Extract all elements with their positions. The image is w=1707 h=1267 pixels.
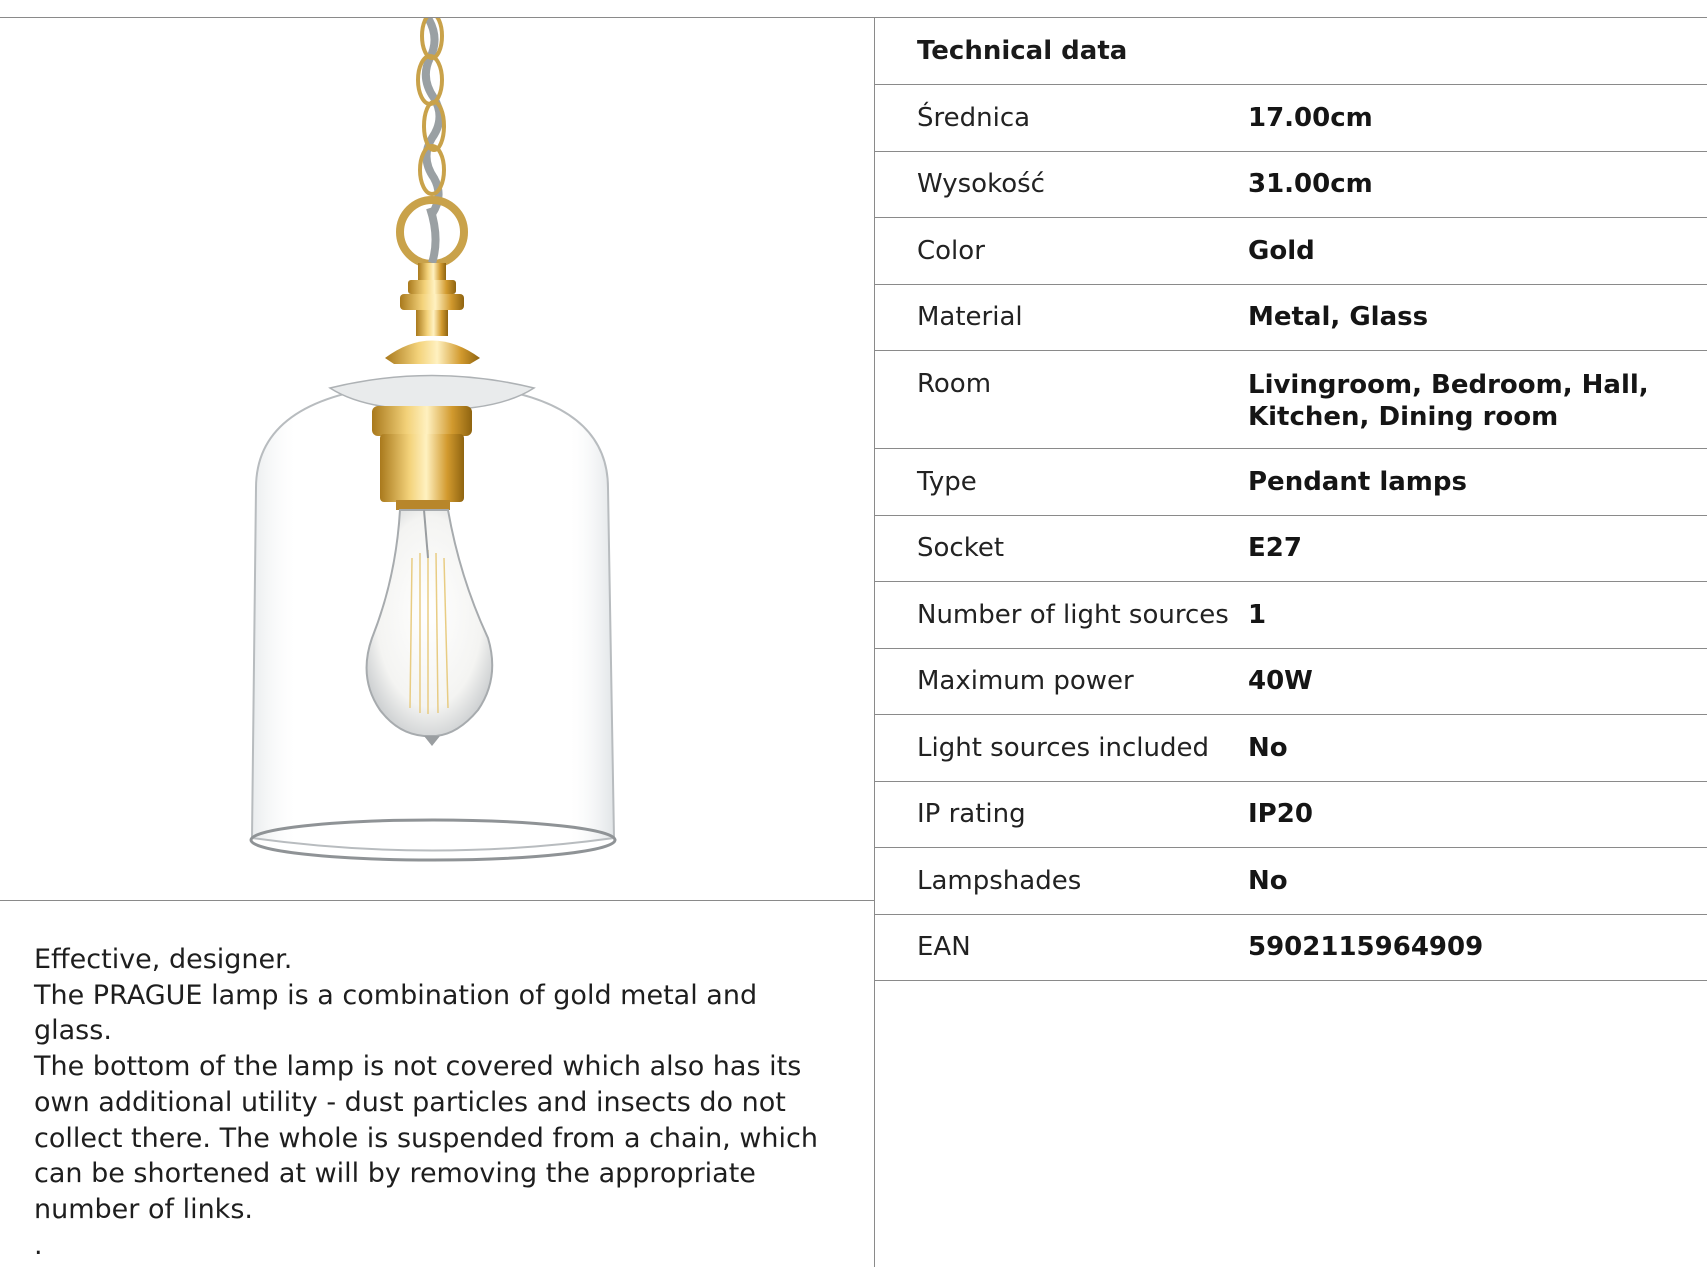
row-value: E27 — [1248, 533, 1302, 564]
row-label: Type — [917, 466, 977, 497]
description-line: Effective, designer. — [34, 944, 293, 975]
row-value: 17.00cm — [1248, 102, 1373, 133]
table-row — [875, 152, 1707, 219]
product-image — [0, 18, 874, 900]
technical-data-title: Technical data — [917, 36, 1128, 66]
table-row — [875, 782, 1707, 849]
table-row — [875, 649, 1707, 716]
technical-data-header — [875, 18, 1707, 85]
row-label: Room — [917, 369, 992, 399]
socket — [372, 406, 472, 510]
row-value: Metal, Glass — [1248, 302, 1429, 333]
row-value: IP20 — [1248, 799, 1313, 830]
row-label: Socket — [917, 533, 1005, 564]
row-label: Lampshades — [917, 865, 1082, 896]
chain — [418, 18, 444, 214]
row-label: EAN — [917, 932, 971, 963]
row-label: Material — [917, 302, 1023, 333]
technical-data-table — [875, 18, 1707, 981]
row-label: IP rating — [917, 799, 1026, 830]
product-description — [34, 942, 834, 1263]
row-value: 31.00cm — [1248, 169, 1373, 200]
row-label: Średnica — [917, 102, 1031, 133]
table-row — [875, 218, 1707, 285]
row-value: No — [1248, 865, 1288, 896]
row-label: Color — [917, 235, 985, 266]
row-label: Number of light sources — [917, 599, 1229, 630]
row-label: Light sources included — [917, 732, 1210, 763]
row-value: Gold — [1248, 235, 1315, 266]
table-row — [875, 915, 1707, 982]
table-row — [875, 848, 1707, 915]
table-row — [875, 516, 1707, 583]
table-row — [875, 285, 1707, 352]
row-value: 40W — [1248, 666, 1313, 697]
description-line: The PRAGUE lamp is a combination of gold metal and glass. — [34, 979, 758, 1047]
table-row — [875, 582, 1707, 649]
row-value: Livingroom, Bedroom, Hall, Kitchen, Dining room — [1248, 370, 1649, 432]
row-value: No — [1248, 732, 1288, 763]
table-row — [875, 351, 1707, 449]
pendant-lamp-image — [0, 18, 874, 900]
description-line: . — [34, 1229, 43, 1261]
table-row — [875, 85, 1707, 152]
image-divider — [0, 900, 875, 901]
gold-fitting — [385, 263, 480, 364]
table-row — [875, 449, 1707, 516]
row-label: Wysokość — [917, 169, 1045, 200]
row-value: 1 — [1248, 599, 1267, 630]
row-label: Maximum power — [917, 666, 1134, 697]
row-value: 5902115964909 — [1248, 932, 1484, 963]
table-row — [875, 715, 1707, 782]
description-line: The bottom of the lamp is not covered which also has its own additional utility - dust particles and insects do not collect there. The whole is suspended from a chain, which can be shortened at will by removing the appropriate number of links. — [34, 1051, 819, 1225]
row-value: Pendant lamps — [1248, 466, 1467, 497]
